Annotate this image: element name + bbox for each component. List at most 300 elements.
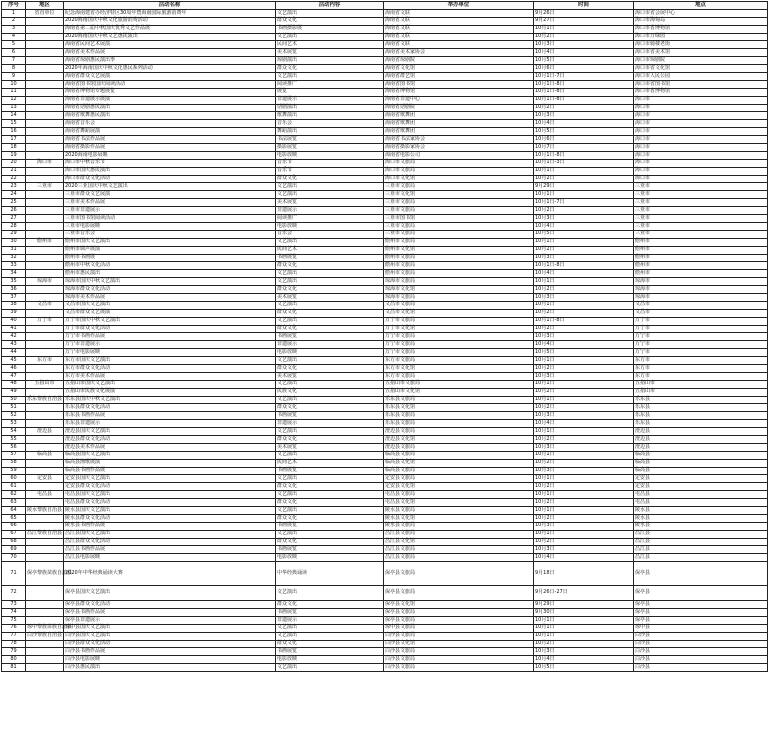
cell-area: 乐东黎族自治县 bbox=[27, 396, 63, 403]
cell-no: 29 bbox=[2, 230, 26, 238]
cell-area bbox=[26, 49, 64, 57]
table-row bbox=[2, 333, 768, 341]
cell-no: 72 bbox=[2, 585, 26, 601]
cell-place: 三亚市 bbox=[634, 199, 768, 207]
cell-content: 民间艺术 bbox=[276, 459, 384, 467]
cell-area: 文昌市 bbox=[26, 301, 64, 309]
cell-place: 三亚市 bbox=[634, 230, 768, 238]
cell-area bbox=[26, 246, 64, 254]
cell-org: 乐东县文旅局 bbox=[384, 412, 534, 420]
cell-content: 电影放映 bbox=[276, 554, 384, 562]
cell-place: 乐东县 bbox=[634, 420, 768, 428]
cell-time: 10月1日-7日 bbox=[534, 199, 634, 207]
cell-no: 49 bbox=[2, 388, 26, 396]
cell-no: 77 bbox=[2, 632, 26, 640]
cell-time: 10月1日 bbox=[534, 191, 634, 199]
table-row bbox=[2, 73, 768, 81]
cell-content: 电影放映 bbox=[276, 656, 384, 664]
cell-name: 乐东县书画作品展 bbox=[64, 412, 276, 420]
cell-org: 琼海市文旅局 bbox=[384, 293, 534, 301]
cell-time: 10月5日 bbox=[534, 128, 634, 136]
cell-no: 39 bbox=[2, 309, 26, 317]
table-row bbox=[2, 270, 768, 278]
cell-name: 陵水县书画作品展 bbox=[64, 522, 276, 530]
cell-name: 三亚市音乐会 bbox=[64, 230, 276, 238]
cell-place: 昌江县 bbox=[634, 530, 768, 538]
cell-name: 海南省民间艺术展演 bbox=[64, 41, 276, 49]
cell-org: 陵水县文旅局 bbox=[384, 507, 534, 515]
cell-org: 屯昌县文化馆 bbox=[384, 499, 534, 507]
table-row bbox=[2, 144, 768, 152]
cell-no: 46 bbox=[2, 364, 26, 372]
cell-place: 保亭县 bbox=[634, 616, 768, 624]
cell-area: 省直单位 bbox=[26, 9, 64, 17]
cell-area bbox=[26, 96, 64, 104]
cell-place: 保亭县 bbox=[634, 585, 768, 601]
cell-name: 三亚市电影展映 bbox=[64, 222, 276, 230]
table-row bbox=[2, 286, 768, 294]
table-row bbox=[2, 317, 768, 325]
cell-time: 10月2日 bbox=[534, 514, 634, 522]
cell-place: 琼中县 bbox=[634, 624, 768, 632]
cell-org: 文昌市文化馆 bbox=[384, 309, 534, 317]
table-row bbox=[2, 380, 768, 388]
cell-name: 海南省群众文艺展演 bbox=[64, 73, 276, 81]
cell-time: 10月4日 bbox=[534, 341, 634, 349]
cell-place: 五指山市 bbox=[634, 380, 768, 388]
cell-content: 群众文化 bbox=[276, 325, 384, 333]
cell-no: 18 bbox=[2, 144, 26, 152]
cell-content: 书画展览 bbox=[276, 546, 384, 554]
cell-no: 7 bbox=[2, 57, 26, 65]
cell-name: 琼海市美术作品展 bbox=[64, 293, 276, 301]
cell-content: 文艺演出 bbox=[276, 530, 384, 538]
cell-no: 17 bbox=[2, 136, 26, 144]
cell-org: 三亚市文旅局 bbox=[384, 183, 534, 191]
cell-area bbox=[26, 459, 64, 467]
cell-area: 澄迈县 bbox=[26, 428, 64, 436]
table-row bbox=[2, 562, 768, 585]
cell-no: 60 bbox=[2, 475, 26, 483]
cell-time: 10月1日-7日 bbox=[534, 73, 634, 81]
cell-time: 9月26日-27日 bbox=[534, 585, 634, 601]
table-row bbox=[2, 207, 768, 215]
cell-content: 文艺演出 bbox=[276, 270, 384, 278]
cell-name: 海口市中秋音乐节 bbox=[64, 159, 276, 167]
cell-name: 万宁市电影展映 bbox=[64, 349, 276, 357]
cell-org: 海南省摄影家协会 bbox=[384, 144, 534, 152]
cell-place: 海口市 bbox=[634, 136, 768, 144]
cell-place: 白沙县 bbox=[634, 664, 768, 672]
cell-name: 海南省话剧惠民演出 bbox=[64, 104, 276, 112]
cell-name: 白沙县国庆文艺演出 bbox=[64, 632, 276, 640]
cell-org: 海南省琼剧院 bbox=[384, 57, 534, 65]
cell-no: 30 bbox=[2, 238, 26, 246]
cell-time: 10月4日 bbox=[534, 270, 634, 278]
cell-no: 36 bbox=[2, 286, 26, 294]
cell-content: 非遗展示 bbox=[276, 207, 384, 215]
cell-name: 东方市国庆文艺演出 bbox=[64, 357, 276, 365]
cell-time: 10月1日 bbox=[534, 278, 634, 286]
cell-content: 非遗展示 bbox=[276, 616, 384, 624]
cell-content: 歌舞演出 bbox=[276, 112, 384, 120]
cell-content: 电影放映 bbox=[276, 222, 384, 230]
cell-place: 东方市 bbox=[634, 372, 768, 380]
cell-no: 12 bbox=[2, 96, 26, 104]
cell-org: 保亭县文化馆 bbox=[384, 601, 534, 609]
cell-org: 儋州市文化馆 bbox=[384, 246, 534, 254]
cell-name: 乐东县群众文化活动 bbox=[64, 404, 276, 412]
cell-time: 10月3日 bbox=[534, 215, 634, 223]
cell-place: 屯昌县 bbox=[634, 499, 768, 507]
cell-place: 万宁市 bbox=[634, 341, 768, 349]
cell-content: 音乐节 bbox=[276, 159, 384, 167]
cell-content: 书画展览 bbox=[276, 609, 384, 617]
cell-org: 保亭县文旅局 bbox=[384, 609, 534, 617]
cell-place: 乐东县 bbox=[634, 396, 768, 404]
cell-area bbox=[26, 467, 64, 475]
cell-name: 儋州市惠民演出 bbox=[64, 270, 276, 278]
cell-place: 万宁市 bbox=[634, 349, 768, 357]
cell-name: 海南省图书馆国庆阅读活动 bbox=[64, 80, 276, 88]
cell-no: 33 bbox=[2, 262, 26, 270]
table-row bbox=[2, 554, 768, 562]
cell-time: 10月3日 bbox=[534, 254, 634, 262]
cell-name: 保亭县群众文化活动 bbox=[64, 601, 276, 609]
cell-name: 白沙县群众文化活动 bbox=[64, 640, 276, 648]
cell-name: 儋州市调声展演 bbox=[64, 246, 276, 254]
cell-time: 10月2日 bbox=[534, 388, 634, 396]
cell-place: 海口市 bbox=[634, 112, 768, 120]
table-row bbox=[2, 428, 768, 436]
cell-time: 10月1日 bbox=[534, 167, 634, 175]
table-row bbox=[2, 88, 768, 96]
cell-place: 海口市 bbox=[634, 144, 768, 152]
cell-name: 三亚市群众文艺展演 bbox=[64, 191, 276, 199]
cell-time: 10月2日 bbox=[534, 499, 634, 507]
table-row bbox=[2, 199, 768, 207]
cell-name: 儋州市中秋文化活动 bbox=[64, 262, 276, 270]
cell-time: 9月18日 bbox=[534, 562, 634, 585]
cell-area bbox=[26, 136, 64, 144]
cell-content: 群众文化 bbox=[276, 514, 384, 522]
cell-place: 定安县 bbox=[634, 475, 768, 483]
table-row bbox=[2, 388, 768, 396]
cell-no: 13 bbox=[2, 104, 26, 112]
header-time: 时间 bbox=[534, 2, 634, 10]
cell-no: 31 bbox=[2, 246, 26, 254]
cell-place: 三亚市 bbox=[634, 191, 768, 199]
cell-org: 东方市文旅局 bbox=[384, 372, 534, 380]
cell-name: 海南省舞蹈展演 bbox=[64, 128, 276, 136]
cell-time: 10月1日 bbox=[534, 530, 634, 538]
cell-org: 定安县文旅局 bbox=[384, 475, 534, 483]
cell-area: 昌江黎族自治县 bbox=[27, 530, 63, 537]
cell-place: 三亚市 bbox=[634, 222, 768, 230]
cell-org: 临高县文旅局 bbox=[384, 467, 534, 475]
cell-name: 文昌市群众文艺展演 bbox=[64, 309, 276, 317]
table-row bbox=[2, 96, 768, 104]
cell-no: 48 bbox=[2, 380, 26, 388]
table-row bbox=[2, 459, 768, 467]
cell-no: 71 bbox=[2, 562, 26, 585]
cell-no: 9 bbox=[2, 73, 26, 81]
cell-area bbox=[26, 199, 64, 207]
cell-org: 海南省文联 bbox=[384, 25, 534, 33]
cell-time: 10月1日 bbox=[534, 491, 634, 499]
cell-no: 8 bbox=[2, 65, 26, 73]
cell-org: 白沙县文旅局 bbox=[384, 664, 534, 672]
table-row bbox=[2, 364, 768, 372]
table-row bbox=[2, 25, 768, 33]
cell-name: 2020海南国庆中秋文艺惠民演出 bbox=[64, 33, 276, 41]
cell-time: 10月2日 bbox=[534, 309, 634, 317]
cell-name: 三亚市图书馆阅读活动 bbox=[64, 215, 276, 223]
cell-area bbox=[26, 325, 64, 333]
cell-org: 三亚市文旅局 bbox=[384, 199, 534, 207]
cell-content: 文艺演出 bbox=[276, 624, 384, 632]
cell-name: 2020海南电影展映 bbox=[64, 151, 276, 159]
cell-content: 文艺演出 bbox=[276, 73, 384, 81]
table-row bbox=[2, 530, 768, 538]
cell-area bbox=[26, 333, 64, 341]
cell-org: 万宁市文旅局 bbox=[384, 333, 534, 341]
cell-time: 9月30日 bbox=[534, 609, 634, 617]
cell-place: 琼海市 bbox=[634, 278, 768, 286]
cell-org: 海口市文旅局 bbox=[384, 159, 534, 167]
cell-time: 10月2日 bbox=[534, 483, 634, 491]
table-row bbox=[2, 491, 768, 499]
cell-time: 10月5日 bbox=[534, 349, 634, 357]
table-row bbox=[2, 475, 768, 483]
cell-content: 文艺演出 bbox=[276, 183, 384, 191]
cell-content: 民间艺术 bbox=[276, 246, 384, 254]
cell-area bbox=[26, 73, 64, 81]
cell-content: 书画展览 bbox=[276, 412, 384, 420]
cell-no: 40 bbox=[2, 317, 26, 325]
cell-area bbox=[26, 435, 64, 443]
cell-place: 白沙县 bbox=[634, 656, 768, 664]
cell-name: 海南省音乐会 bbox=[64, 120, 276, 128]
cell-area bbox=[26, 128, 64, 136]
cell-content: 音乐节 bbox=[276, 167, 384, 175]
cell-org: 琼海市文旅局 bbox=[384, 278, 534, 286]
cell-org: 万宁市文旅局 bbox=[384, 349, 534, 357]
cell-no: 47 bbox=[2, 372, 26, 380]
cell-org: 海南省美术家协会 bbox=[384, 49, 534, 57]
cell-area: 五指山市 bbox=[26, 380, 64, 388]
table-row bbox=[2, 41, 768, 49]
cell-place: 临高县 bbox=[634, 451, 768, 459]
cell-content: 书画展览 bbox=[276, 648, 384, 656]
cell-place: 昌江县 bbox=[634, 546, 768, 554]
cell-org: 白沙县文旅局 bbox=[384, 632, 534, 640]
cell-place: 澄迈县 bbox=[634, 428, 768, 436]
cell-org: 临高县文化馆 bbox=[384, 459, 534, 467]
cell-place: 文昌市 bbox=[634, 309, 768, 317]
cell-no: 62 bbox=[2, 491, 26, 499]
cell-no: 81 bbox=[2, 664, 26, 672]
cell-name: 海口市群众文化活动 bbox=[64, 175, 276, 183]
cell-name: 海南省非遗展示展演 bbox=[64, 96, 276, 104]
cell-time: 10月2日 bbox=[534, 538, 634, 546]
cell-place: 海口市省美术馆 bbox=[634, 49, 768, 57]
cell-time: 10月2日 bbox=[534, 104, 634, 112]
cell-content: 文艺演出 bbox=[276, 428, 384, 436]
cell-time: 10月1日 bbox=[534, 507, 634, 515]
cell-name: 东方市美术作品展 bbox=[64, 372, 276, 380]
cell-no: 44 bbox=[2, 349, 26, 357]
cell-org: 三亚市图书馆 bbox=[384, 215, 534, 223]
cell-no: 34 bbox=[2, 270, 26, 278]
table-header-row bbox=[2, 2, 768, 10]
cell-area bbox=[26, 601, 64, 609]
cell-content: 书画展览 bbox=[276, 333, 384, 341]
table-row bbox=[2, 128, 768, 136]
cell-org: 陵水县文旅局 bbox=[384, 522, 534, 530]
cell-area: 琼中黎族苗族自治县 bbox=[27, 624, 73, 631]
cell-area bbox=[26, 640, 64, 648]
cell-place: 屯昌县 bbox=[634, 491, 768, 499]
cell-time: 9月29日 bbox=[534, 183, 634, 191]
cell-time: 10月2日 bbox=[534, 435, 634, 443]
cell-no: 10 bbox=[2, 80, 26, 88]
cell-time: 10月2日 bbox=[534, 459, 634, 467]
cell-area: 琼海市 bbox=[26, 278, 64, 286]
cell-area bbox=[26, 349, 64, 357]
table-row bbox=[2, 640, 768, 648]
cell-place: 东方市 bbox=[634, 357, 768, 365]
cell-time: 10月1日 bbox=[534, 451, 634, 459]
cell-place: 万宁市 bbox=[634, 333, 768, 341]
cell-area bbox=[26, 65, 64, 73]
cell-place: 海口市 bbox=[634, 159, 768, 167]
cell-area: 万宁市 bbox=[26, 317, 64, 325]
cell-area bbox=[26, 554, 64, 562]
cell-name: 昌江县群众文化活动 bbox=[64, 538, 276, 546]
cell-content: 文艺演出 bbox=[276, 585, 384, 601]
cell-no: 21 bbox=[2, 167, 26, 175]
cell-place: 陵水县 bbox=[634, 522, 768, 530]
cell-content: 文艺演出 bbox=[276, 33, 384, 41]
cell-no: 53 bbox=[2, 420, 26, 428]
cell-place: 海口市省博物馆 bbox=[634, 88, 768, 96]
cell-content: 群众文化 bbox=[276, 175, 384, 183]
cell-place: 海口市海甸岛 bbox=[634, 17, 768, 25]
header-place: 地点 bbox=[634, 2, 768, 10]
cell-name: 琼海市群众文化活动 bbox=[64, 286, 276, 294]
cell-area: 保亭黎族苗族自治县 bbox=[26, 562, 64, 585]
cell-time: 10月7日 bbox=[534, 144, 634, 152]
cell-content: 群众文化 bbox=[276, 286, 384, 294]
cell-no: 3 bbox=[2, 25, 26, 33]
table-row bbox=[2, 499, 768, 507]
table-row bbox=[2, 17, 768, 25]
cell-time: 10月1日 bbox=[534, 357, 634, 365]
cell-no: 4 bbox=[2, 33, 26, 41]
cell-time: 10月3日 bbox=[534, 546, 634, 554]
cell-content: 文艺演出 bbox=[276, 632, 384, 640]
cell-content: 书画展览 bbox=[276, 467, 384, 475]
table-row bbox=[2, 238, 768, 246]
cell-no: 45 bbox=[2, 357, 26, 365]
cell-content: 文艺演出 bbox=[276, 507, 384, 515]
cell-area bbox=[26, 25, 64, 33]
cell-no: 26 bbox=[2, 207, 26, 215]
cell-time: 10月1日 bbox=[534, 301, 634, 309]
table-row bbox=[2, 435, 768, 443]
cell-no: 75 bbox=[2, 616, 26, 624]
cell-content: 群众文化 bbox=[276, 483, 384, 491]
header-area: 地区 bbox=[26, 2, 64, 10]
cell-place: 海口市省文化馆 bbox=[634, 65, 768, 73]
cell-content: 非遗展示 bbox=[276, 420, 384, 428]
cell-name: 海南省琼剧惠民演出季 bbox=[64, 57, 276, 65]
table-row bbox=[2, 175, 768, 183]
cell-org: 东方市文化馆 bbox=[384, 364, 534, 372]
cell-name: 澄迈县美术作品展 bbox=[64, 443, 276, 451]
cell-content: 美术展览 bbox=[276, 199, 384, 207]
cell-place: 儋州市 bbox=[634, 254, 768, 262]
cell-area bbox=[26, 33, 64, 41]
cell-name: 琼中县国庆文艺演出 bbox=[64, 624, 276, 632]
cell-name: 澄迈县国庆文艺演出 bbox=[64, 428, 276, 436]
cell-place: 海口市骑楼老街 bbox=[634, 41, 768, 49]
cell-area bbox=[26, 41, 64, 49]
cell-place: 东方市 bbox=[634, 364, 768, 372]
cell-place: 澄迈县 bbox=[634, 443, 768, 451]
cell-content: 话剧演出 bbox=[276, 104, 384, 112]
cell-time: 10月3日 bbox=[534, 467, 634, 475]
cell-place: 陵水县 bbox=[634, 514, 768, 522]
cell-content: 群众文化 bbox=[276, 364, 384, 372]
table-row bbox=[2, 546, 768, 554]
cell-org: 三亚市文旅局 bbox=[384, 230, 534, 238]
cell-org: 保亭县文旅局 bbox=[384, 562, 534, 585]
cell-no: 23 bbox=[2, 183, 26, 191]
cell-time: 10月1日 bbox=[534, 238, 634, 246]
cell-time: 10月2日 bbox=[534, 246, 634, 254]
cell-content: 文艺演出 bbox=[276, 475, 384, 483]
table-row bbox=[2, 420, 768, 428]
cell-time: 9月29日 bbox=[534, 601, 634, 609]
cell-time: 10月3日 bbox=[534, 443, 634, 451]
cell-content: 舞蹈演出 bbox=[276, 128, 384, 136]
table-row bbox=[2, 601, 768, 609]
table-row bbox=[2, 585, 768, 601]
cell-place: 万宁市 bbox=[634, 325, 768, 333]
cell-area bbox=[26, 388, 64, 396]
cell-no: 54 bbox=[2, 428, 26, 436]
cell-place: 琼海市 bbox=[634, 293, 768, 301]
cell-time: 10月4日 bbox=[534, 554, 634, 562]
cell-name: 三亚市非遗展示 bbox=[64, 207, 276, 215]
cell-time: 10月5日 bbox=[534, 230, 634, 238]
table-row bbox=[2, 664, 768, 672]
table-row bbox=[2, 57, 768, 65]
cell-area: 三亚市 bbox=[26, 183, 64, 191]
cell-time: 10月2日 bbox=[534, 33, 634, 41]
table-row bbox=[2, 538, 768, 546]
cell-content: 群众文化 bbox=[276, 435, 384, 443]
table-row bbox=[2, 112, 768, 120]
cell-name: 白沙县惠民演出 bbox=[64, 664, 276, 672]
cell-time: 10月3日 bbox=[534, 112, 634, 120]
cell-name: 琼海市国庆中秋文艺演出 bbox=[64, 278, 276, 286]
cell-no: 56 bbox=[2, 443, 26, 451]
cell-org: 海南省文化馆 bbox=[384, 65, 534, 73]
cell-name: 2020三亚国庆中秋文艺演出 bbox=[64, 183, 276, 191]
